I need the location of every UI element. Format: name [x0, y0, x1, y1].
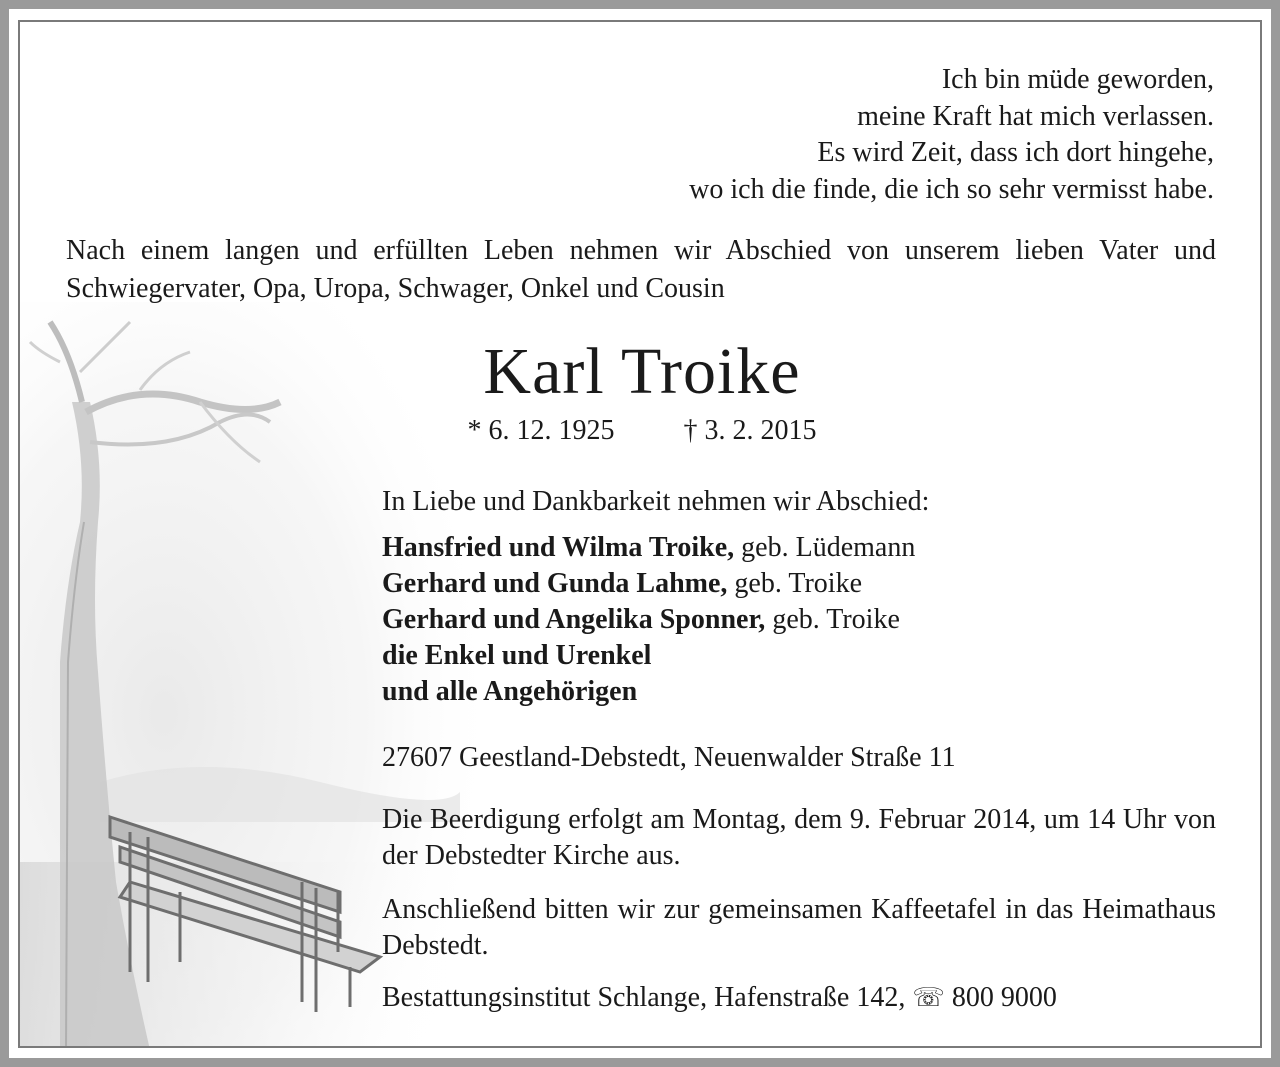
deceased-name: Karl Troike [483, 335, 801, 408]
mourners-header: In Liebe und Dankbarkeit nehmen wir Abschied: [382, 486, 930, 517]
mourner-entry [382, 638, 1216, 674]
death-date: † 3. 2. 2015 [683, 415, 817, 446]
address: 27607 Geestland-Debstedt, Neuenwalder Straße 11 [382, 742, 956, 773]
notice-content [382, 484, 1216, 1016]
mourner-entry [382, 602, 1216, 638]
poem-line: wo ich die finde, die ich so sehr vermisst habe. [689, 173, 1214, 205]
mourner-note: geb. Troike [765, 604, 900, 635]
undertaker-phone: 800 9000 [944, 982, 1057, 1013]
life-dates [20, 414, 1262, 448]
poem-line: meine Kraft hat mich verlassen. [857, 100, 1214, 132]
mourner-note: geb. Lüdemann [734, 532, 916, 563]
poem [689, 62, 1214, 208]
poem-line: Es wird Zeit, dass ich dort hingehe, [817, 137, 1214, 168]
mourner-name: Gerhard und Angelika Sponner, [382, 604, 766, 635]
mourners-list [382, 530, 1216, 710]
mourner-name: Gerhard und Gunda Lahme, [382, 568, 728, 599]
mourner-note: geb. Troike [727, 568, 862, 599]
intro-text: Nach einem langen und erfüllten Leben nehmen wir Abschied von unserem lieben Vater und Schwiegervater, Opa, Uropa, Schwager, Onkel und Cousin [66, 235, 1216, 304]
mourner-entry [382, 674, 1216, 710]
undertaker-info [382, 980, 1216, 1016]
coffee-info: Anschließend bitten wir zur gemeinsamen Kaffeetafel in das Heimathaus Debstedt. [382, 894, 1216, 961]
mourner-entry [382, 530, 1216, 566]
undertaker-text: Bestattungsinstitut Schlange, Hafenstraße 142, [382, 982, 913, 1013]
mourner-entry [382, 566, 1216, 602]
mourner-name: Hansfried und Wilma Troike, [382, 532, 735, 563]
poem-line: Ich bin müde geworden, [941, 64, 1214, 95]
mourner-name: die Enkel und Urenkel [382, 640, 652, 671]
birth-date: * 6. 12. 1925 [467, 415, 615, 446]
mourner-name: und alle Angehörigen [382, 676, 638, 707]
funeral-info: Die Beerdigung erfolgt am Montag, dem 9. Februar 2014, um 14 Uhr von der Debstedter Kirche aus. [382, 804, 1216, 871]
telephone-icon: ☏ [912, 983, 945, 1012]
obituary-notice [18, 20, 1262, 1048]
